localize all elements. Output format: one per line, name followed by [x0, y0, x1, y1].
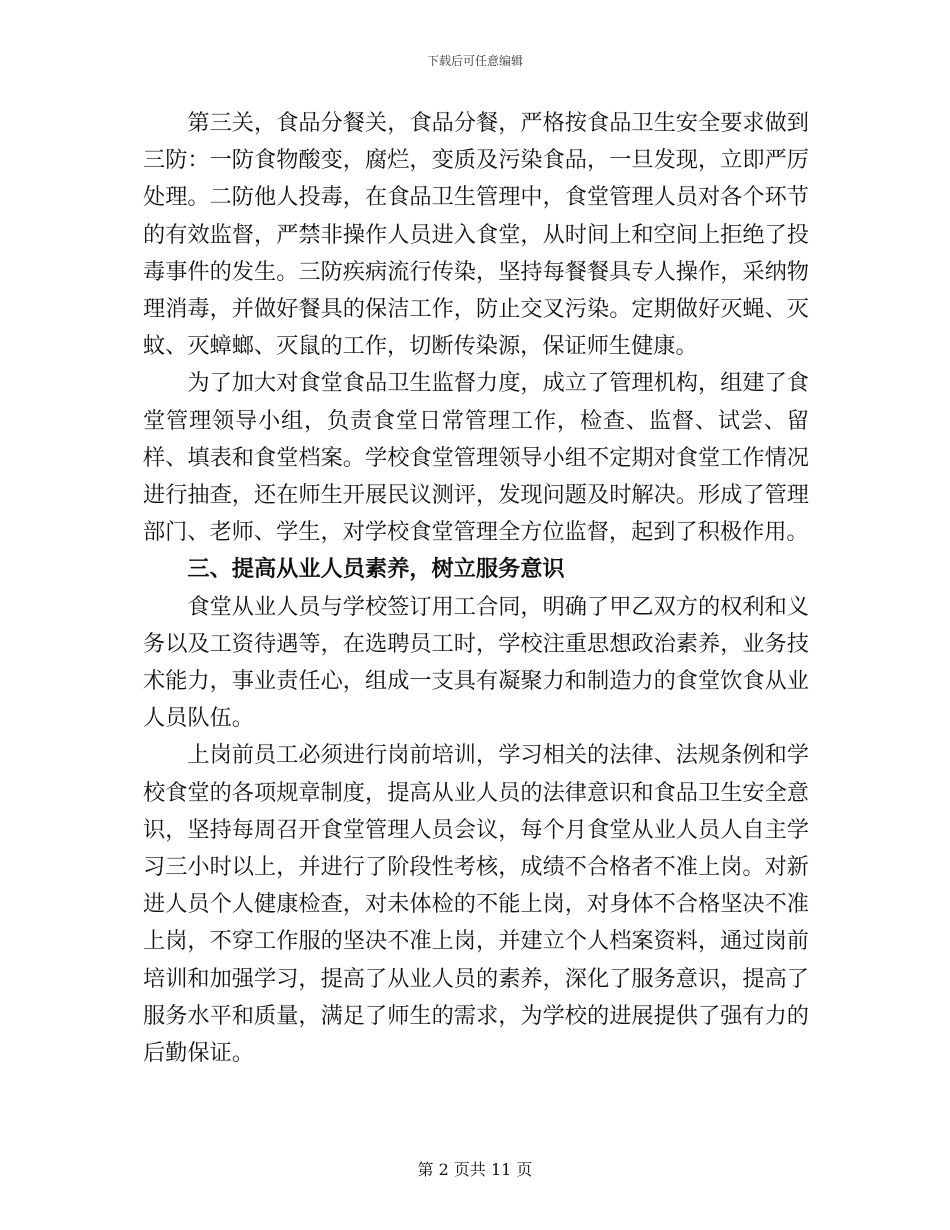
- paragraph-supervision: 为了加大对食堂食品卫生监督力度，成立了管理机构，组建了食堂管理领导小组，负责食堂日常管理工作，检查、监督、试尝、留样、填表和食堂档案。学校食堂管理领导小组不定期对食堂工作情况进行抽查，还在师生开展民议测评，发现问题及时解决。形成了管理部门、老师、学生，对学校食堂管理全方位监督，起到了积极作用。: [143, 370, 809, 546]
- document-body: [143, 105, 809, 1072]
- section-heading-staff-quality: 三、提高从业人员素养，树立服务意识: [187, 556, 565, 583]
- paragraph-food-serving: 第三关，食品分餐关，食品分餐，严格按食品卫生安全要求做到三防：一防食物酸变，腐烂，变质及污染食品，一旦发现，立即严厉处理。二防他人投毒，在食品卫生管理中，食堂管理人员对各个环节的有效监督，严禁非操作人员进入食堂，从时间上和空间上拒绝了投毒事件的发生。三防疾病流行传染，坚持每餐餐具专人操作，采纳物理消毒，并做好餐具的保洁工作，防止交叉污染。定期做好灭蝇、灭蚊、灭蟑螂、灭鼠的工作，切断传染源，保证师生健康。: [143, 110, 809, 360]
- paragraph-staff-contract: 食堂从业人员与学校签订用工合同，明确了甲乙双方的权利和义务以及工资待遇等，在选聘员工时，学校注重思想政治素养，业务技术能力，事业责任心，组成一支具有凝聚力和制造力的食堂饮食从业人员队伍。: [143, 593, 809, 732]
- paragraph-staff-training: 上岗前员工必须进行岗前培训，学习相关的法律、法规条例和学校食堂的各项规章制度，提高从业人员的法律意识和食品卫生安全意识，坚持每周召开食堂管理人员会议，每个月食堂从业人员人自主学习三小时以上，并进行了阶段性考核，成绩不合格者不准上岗。对新进人员个人健康检查，对未体检的不能上岗，对身体不合格坚决不准上岗，不穿工作服的坚决不准上岗，并建立个人档案资料，通过岗前培训和加强学习，提高了从业人员的素养，深化了服务意识，提高了服务水平和质量，满足了师生的需求，为学校的进展提供了强有力的后勤保证。: [143, 742, 809, 1067]
- page-header-note: 下载后可任意编辑: [426, 54, 523, 68]
- page-number: 第 2 页共 11 页: [417, 1160, 533, 1179]
